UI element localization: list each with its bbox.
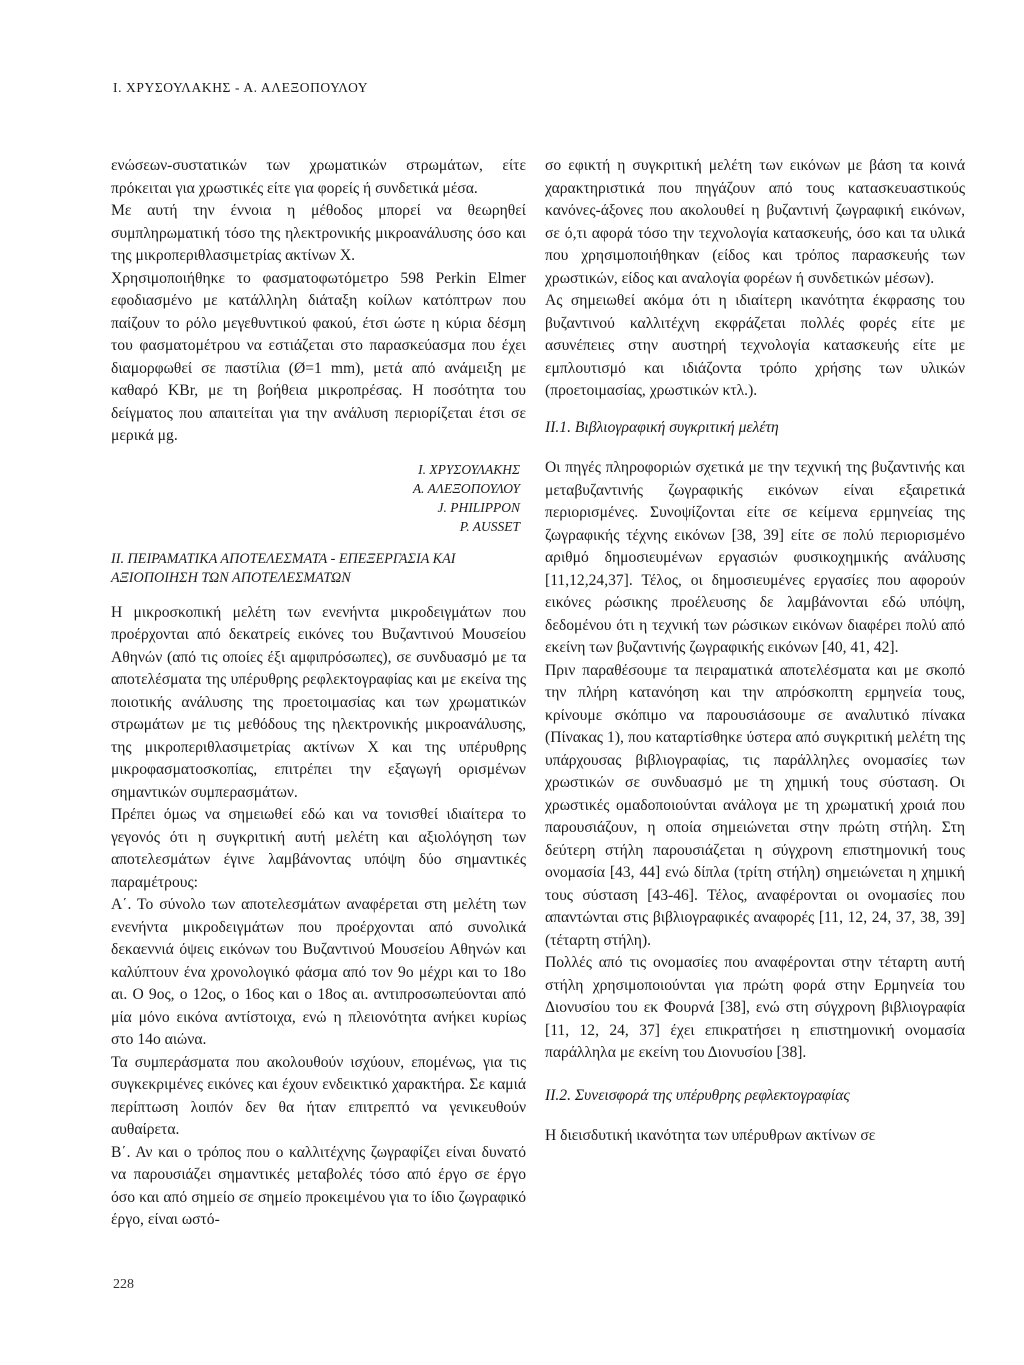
subsection-heading: ΙΙ.2. Συνεισφορά της υπέρυθρης ρεφλεκτογραφίας	[545, 1086, 850, 1104]
author-signature: Ι. ΧΡΥΣΟΥΛΑΚΗΣ	[418, 461, 520, 477]
author-signatures	[111, 460, 526, 536]
paragraph: Η διεισδυτική ικανότητα των υπέρυθρων ακτίνων σε	[545, 1127, 876, 1144]
paragraph: Πρέπει όμως να σημειωθεί εδώ και να τονισθεί ιδιαίτερα το γεγονός ότι η συγκριτική αυτή μελέτη και αξιολόγηση των αποτελεσμάτων έγινε λαμβάνοντας υπόψη δύο σημαντικές παραμέτρους:	[111, 806, 526, 891]
section-heading: ΙΙ. ΠΕΙΡΑΜΑΤΙΚΑ ΑΠΟΤΕΛΕΣΜΑΤΑ - ΕΠΕΞΕΡΓΑΣΙΑ ΚΑΙ ΑΞΙΟΠΟΙΗΣΗ ΤΩΝ ΑΠΟΤΕΛΕΣΜΑΤΩΝ	[111, 550, 456, 586]
paragraph: Β΄. Αν και ο τρόπος που ο καλλιτέχνης ζωγραφίζει είναι δυνατό να παρουσιάζει σημαντικές μεταβολές τόσο από έργο σε έργο όσο και από σημείο σε σημείο προκειμένου για το ίδιο ζωγραφικό έργο, είναι ωστό-	[111, 1143, 526, 1228]
author-signature: Α. ΑΛΕΞΟΠΟΥΛΟΥ	[412, 480, 520, 496]
left-column	[111, 155, 526, 1232]
paragraph: Α΄. Το σύνολο των αποτελεσμάτων αναφέρεται στη μελέτη των ενενήντα μικροδειγμάτων που προέρχονται από συνολικά δεκαεννιά όψεις εικόνων του Βυζαντινού Μουσείου Αθηνών και καλύπτουν ένα χρονολογικό φάσμα από τον 9ο μέχρι και το 18ο αι. Ο 9ος, ο 12ος, ο 16ος και ο 18ος αι. αντιπροσωπεύονται από μία μόνο εικόνα αντίστοιχα, ενώ η πλειονότητα ανήκει κυρίως στο 14ο αιώνα.	[111, 896, 526, 1048]
paragraph: Ας σημειωθεί ακόμα ότι η ιδιαίτερη ικανότητα έκφρασης του βυζαντινού καλλιτέχνη εκφράζεται πολλές φορές είτε με ασυνέπειες στην αυστηρή τεχνολογία κατασκευής είτε με εμπλουτισμό και ιδιάζοντα τρόπο χρήσης των υλικών (προετοιμασίας, χρωστικών κτλ.).	[545, 292, 965, 399]
paragraph: Πολλές από τις ονομασίες που αναφέρονται στην τέταρτη αυτή στήλη χρησιμοποιούνται για πρώτη φορά στην Ερμηνεία του Διονυσίου του εκ Φουρνά [38], ενώ στη σύγχρονη βιβλιογραφία [11, 12, 24, 37] έχει επικρατήσει η επιστημονική ονομασία παράλληλα με εκείνη του Διονυσίου [38].	[545, 954, 965, 1061]
paragraph: Η μικροσκοπική μελέτη των ενενήντα μικροδειγμάτων που προέρχονται από δεκατρείς εικόνες του Βυζαντινού Μουσείου Αθηνών (από τις οποίες έξι αμφιπρόσωπες), σε συνδυασμό με τα αποτελέσματα της υπέρυθρης ρεφλεκτογραφίας και με εκείνα της ποιοτικής ανάλυσης της προετοιμασίας και των χρωματικών στρωμάτων με τις μεθόδους της ηλεκτρονικής μικροανάλυσης, της μικροπεριθλασιμετρίας ακτίνων Χ και της υπέρυθρης μικροφασματοσκοπίας, επιτρέπει την εξαγωγή ορισμένων σημαντικών συμπερασμάτων.	[111, 603, 526, 801]
paragraph: Με αυτή την έννοια η μέθοδος μπορεί να θεωρηθεί συμπληρωματική τόσο της ηλεκτρονικής μικροανάλυσης όσο και της μικροπεριθλασιμετρίας ακτίνων Χ.	[111, 202, 526, 264]
right-column	[545, 155, 965, 1148]
running-head: Ι. ΧΡΥΣΟΥΛΑΚΗΣ - Α. ΑΛΕΞΟΠΟΥΛΟΥ	[113, 80, 369, 95]
paragraph: Τα συμπεράσματα που ακολουθούν ισχύουν, επομένως, για τις συγκεκριμένες εικόνες και έχουν ενδεικτικό χαρακτήρα. Σε καμιά περίπτωση λοιπόν δεν θα ήταν επιτρεπτό να γενικευθούν αυθαίρετα.	[111, 1053, 526, 1138]
paragraph: Πριν παραθέσουμε τα πειραματικά αποτελέσματα και με σκοπό την πλήρη κατανόηση και την απρόσκοπτη ερμηνεία τους, κρίνουμε σκόπιμο να παρουσιάσουμε σε αναλυτικό πίνακα (Πίνακας 1), που καταρτίσθηκε ύστερα από συγκριτική μελέτη της υπάρχουσας βιβλιογραφίας, τις παράλληλες ονομασίες των χρωστικών σε συνδυασμό με τη χημική τους σύσταση. Οι χρωστικές ομαδοποιούνται ανάλογα με τη χρωματική χροιά που παρουσιάζουν, η οποία σημειώνεται στην πρώτη στήλη. Στη δεύτερη στήλη παρουσιάζεται η σύγχρονη επιστημονική τους ονομασία [43, 44] ενώ δίπλα (τρίτη στήλη) σημειώνεται η χημική τους σύσταση [43-46]. Τέλος, αναφέρονται οι ονομασίες που απαντώνται στις βιβλιογραφικές αναφορές [11, 12, 24, 37, 38, 39] (τέταρτη στήλη).	[545, 661, 965, 949]
subsection-heading: ΙΙ.1. Βιβλιογραφική συγκριτική μελέτη	[545, 418, 779, 436]
paragraph: Χρησιμοποιήθηκε το φασματοφωτόμετρο 598 Perkin Elmer εφοδιασμένο με κατάλληλη διάταξη κοίλων κατόπτρων που παίζουν το ρόλο μεγεθυντικού φακού, έτσι ώστε η κύρια δέσμη του φασματομέτρου να εστιάζεται στο παρασκεύασμα που έχει διαμορφωθεί σε παστίλια (Ø=1 mm), μετά από ανάμειξη με καθαρό KBr, με τη βοήθεια μικροπρέσας. Η ποσότητα του δείγματος που απαιτείται για την ανάλυση περιορίζεται έτσι σε μερικά μg.	[111, 269, 526, 444]
author-signature: P. AUSSET	[459, 518, 520, 534]
author-signature: J. PHILIPPON	[437, 499, 520, 515]
paragraph: ενώσεων-συστατικών των χρωματικών στρωμάτων, είτε πρόκειται για χρωστικές είτε για φορείς ή συνδετικά μέσα.	[111, 157, 526, 197]
paragraph: σο εφικτή η συγκριτική μελέτη των εικόνων με βάση τα κοινά χαρακτηριστικά που πηγάζουν από τους κατασκευαστικούς κανόνες-άξονες που ακολουθεί η βυζαντινή ζωγραφική εικόνων, σε ό,τι αφορά τόσο την τεχνολογία κατασκευής, όσο και τα υλικά που χρησιμοποιήθηκαν (είδος και τρόπος παρασκευής των χρωστικών, είδος και αναλογία φορέων ή συνδετικών μέσων).	[545, 157, 965, 287]
page-number: 228	[113, 1277, 134, 1292]
paragraph: Οι πηγές πληροφοριών σχετικά με την τεχνική της βυζαντινής και μεταβυζαντινής ζωγραφικής εικόνων είναι εξαιρετικά περιορισμένες. Συνοψίζονται είτε σε κείμενα ερμηνείας της ζωγραφικής τέχνης εικόνων [38, 39] είτε σε πολύ περιορισμένο αριθμό δημοσιευμένων εργασιών φυσικοχημικής ανάλυσης [11,12,24,37]. Τέλος, οι δημοσιευμένες εργασίες που αφορούν εικόνες ρώσικης προέλευσης δε λαμβάνονται εδώ υπόψη, δεδομένου ότι η τεχνική των ρώσικων εικόνων διαφέρει πολύ από εκείνη των βυζαντινής ζωγραφικής εικόνων [40, 41, 42].	[545, 459, 965, 656]
